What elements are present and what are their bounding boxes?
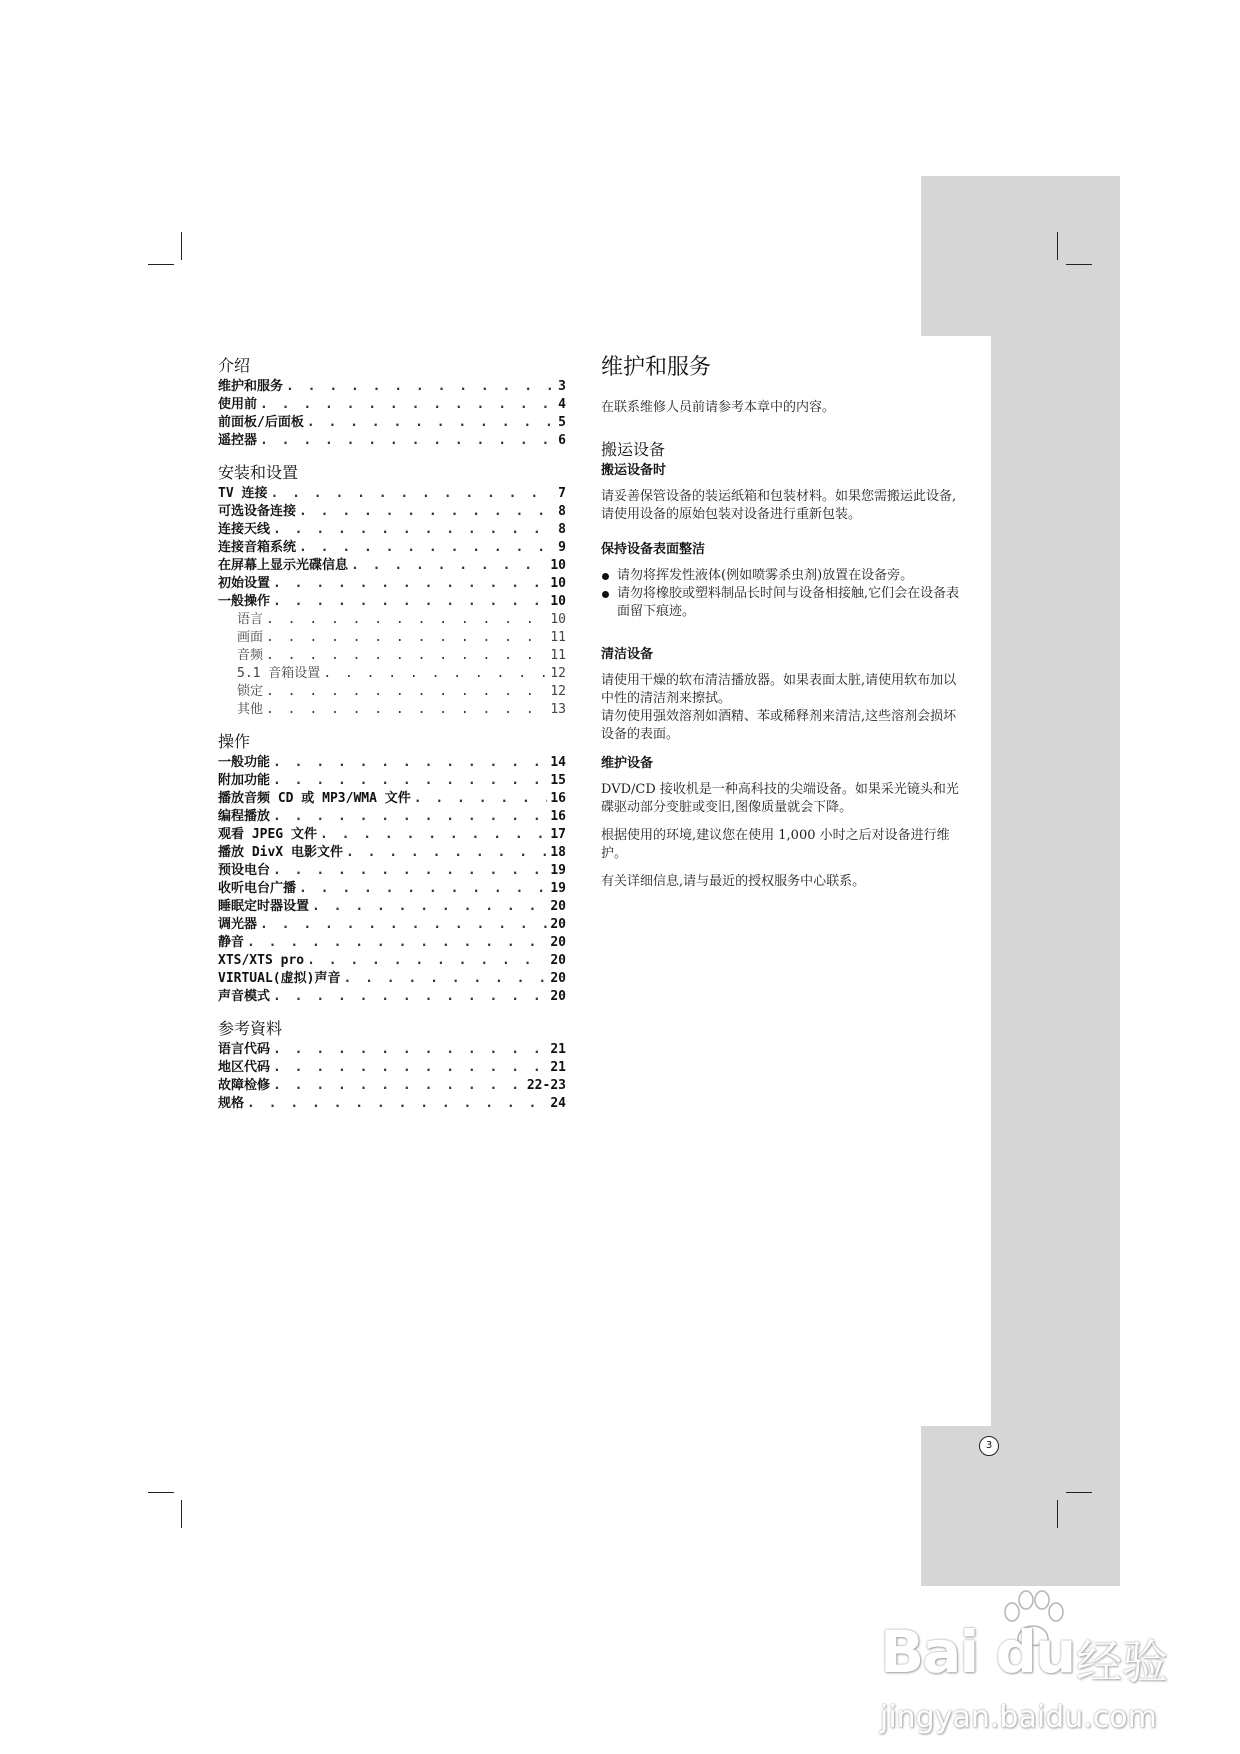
toc-entry [218, 593, 566, 611]
toc-entry-label: 调光器 [218, 917, 258, 932]
toc-entry-page: 4 [558, 397, 566, 412]
toc-leader-dots [273, 1059, 547, 1077]
toc-entry [218, 952, 566, 970]
watermark-url: jingyan.baidu.com [880, 1700, 1157, 1735]
bullet-item [601, 567, 967, 585]
toc-entry-label: 初始设置 [218, 576, 271, 591]
watermark-cn: 经验 [1076, 1635, 1168, 1689]
crop-mark [181, 232, 182, 260]
toc-entry-label: 5.1 音箱设置 [237, 666, 321, 681]
toc-entry [218, 790, 566, 808]
toc-leader-dots [273, 754, 547, 772]
toc-entry-page: 15 [550, 773, 566, 788]
toc-entry [218, 988, 566, 1006]
toc-entry-page: 10 [550, 612, 566, 627]
service-contact-text: 有关详细信息,请与最近的授权服务中心联系。 [601, 874, 866, 889]
toc-leader-dots [270, 485, 555, 503]
toc-entry-label: 声音模式 [218, 989, 271, 1004]
toc-leader-dots [273, 593, 547, 611]
toc-entry-page: 10 [550, 558, 566, 573]
toc-entry-label: TV 连接 [218, 486, 268, 501]
toc-entry-page: 7 [558, 486, 566, 501]
toc-entry-label: 一般功能 [218, 755, 271, 770]
toc-leader-dots [260, 396, 555, 414]
surface-bullets [601, 567, 967, 621]
toc-entry-label: 连接音箱系统 [218, 540, 297, 555]
toc-leader-dots [247, 1095, 547, 1113]
toc-entry-label: 播放音频 CD 或 MP3/WMA 文件 [218, 791, 411, 806]
toc-entry-label: 收听电台广播 [218, 881, 297, 896]
page-number: 3 [979, 1436, 999, 1456]
toc-entry [218, 862, 566, 880]
toc-leader-dots [273, 1041, 547, 1059]
page-title: 维护和服务 [601, 355, 712, 380]
toc-leader-dots [273, 575, 547, 593]
toc-entry-page: 20 [550, 935, 566, 950]
toc-entry [218, 539, 566, 557]
crop-mark [148, 1492, 174, 1493]
toc-entry [218, 521, 566, 539]
maintenance-text: DVD/CD 接收机是一种高科技的尖端设备。如果采光镜头和光碟驱动部分变脏或变旧,图像质量就会下降。 [601, 782, 959, 815]
toc-heading: 参考資料 [218, 1019, 283, 1038]
cleaning-subheading: 清洁设备 [601, 647, 654, 662]
toc-entry-page: 14 [550, 755, 566, 770]
toc-leader-dots [320, 826, 547, 844]
toc-entry-label: 故障检修 [218, 1078, 271, 1093]
toc-entry-label: 地区代码 [218, 1060, 271, 1075]
toc-entry-label: 其他 [237, 702, 264, 717]
toc-leader-dots [414, 790, 548, 808]
transport-text: 请妥善保管设备的装运纸箱和包装材料。如果您需搬运此设备,请使用设备的原始包装对设备进行重新包装。 [601, 489, 957, 522]
toc-section [218, 731, 566, 1006]
toc-subentry [218, 683, 566, 701]
toc-entry-label: 维护和服务 [218, 379, 284, 394]
toc-entry-label: 音频 [237, 648, 264, 663]
toc-leader-dots [273, 808, 547, 826]
toc-leader-dots [273, 1077, 524, 1095]
toc-entry-page: 11 [550, 630, 566, 645]
transport-heading: 搬运设备 [601, 440, 666, 459]
bullet-text: 请勿将挥发性液体(例如喷雾杀虫剂)放置在设备旁。 [617, 568, 914, 583]
toc-entry-label: 附加功能 [218, 773, 271, 788]
toc-entry-page: 21 [550, 1060, 566, 1075]
toc-entry-page: 22-23 [526, 1078, 566, 1093]
crop-mark [1066, 1492, 1092, 1493]
toc-leader-dots [260, 432, 555, 450]
toc-entry-label: 静音 [218, 935, 245, 950]
toc-subentry [218, 701, 566, 719]
toc-leader-dots [273, 521, 555, 539]
toc-entry [218, 378, 566, 396]
toc-entry [218, 557, 566, 575]
toc-leader-dots [307, 414, 555, 432]
toc-heading: 介绍 [218, 356, 251, 375]
toc-entry-page: 11 [550, 648, 566, 663]
toc-entry-page: 5 [558, 415, 566, 430]
crop-mark [1066, 264, 1092, 265]
toc-entry-label: 预设电台 [218, 863, 271, 878]
toc-entry-page: 19 [550, 863, 566, 878]
toc-entry-label: XTS/XTS pro [218, 953, 305, 968]
toc-entry [218, 970, 566, 988]
toc-entry [218, 414, 566, 432]
toc-leader-dots [312, 898, 547, 916]
crop-mark [148, 264, 174, 265]
bullet-text: 请勿将橡胶或塑料制品长时间与设备相接触,它们会在设备表面留下痕迹。 [617, 586, 960, 619]
toc-heading: 安装和设置 [218, 463, 299, 482]
toc-leader-dots [247, 934, 547, 952]
toc-leader-dots [266, 611, 547, 629]
toc-entry-label: 编程播放 [218, 809, 271, 824]
toc-section [218, 1018, 566, 1113]
toc-entry-page: 12 [550, 666, 566, 681]
toc-entry-label: 语言 [237, 612, 264, 627]
toc-section [218, 462, 566, 719]
toc-entry-label: 前面板/后面板 [218, 415, 304, 430]
toc-entry [218, 575, 566, 593]
toc-entry-page: 20 [550, 953, 566, 968]
toc-leader-dots [299, 539, 555, 557]
toc-entry-page: 20 [550, 917, 566, 932]
toc-subentry [218, 665, 566, 683]
toc-entry-page: 17 [550, 827, 566, 842]
cleaning-warning: 请勿使用强效溶剂如酒精、苯或稀释剂来清洁,这些溶剂会损坏设备的表面。 [601, 709, 957, 742]
toc-entry-page: 8 [558, 522, 566, 537]
transport-subheading: 搬运设备时 [601, 463, 667, 478]
toc-entry-page: 20 [550, 899, 566, 914]
toc-leader-dots [346, 844, 547, 862]
toc-entry [218, 772, 566, 790]
toc-leader-dots [351, 557, 547, 575]
toc-heading: 操作 [218, 732, 251, 751]
toc-entry [218, 396, 566, 414]
toc-entry-page: 20 [550, 971, 566, 986]
toc-entry-page: 9 [558, 540, 566, 555]
intro-text: 在联系维修人员前请参考本章中的内容。 [601, 400, 836, 415]
crop-mark [181, 1500, 182, 1528]
toc-entry-page: 10 [550, 576, 566, 591]
toc-entry-label: 可选设备连接 [218, 504, 297, 519]
toc-entry [218, 503, 566, 521]
toc-entry-label: 遥控器 [218, 433, 258, 448]
toc-entry [218, 1041, 566, 1059]
toc-entry [218, 1059, 566, 1077]
toc-leader-dots [307, 952, 547, 970]
toc-leader-dots [343, 970, 547, 988]
toc-entry [218, 1095, 566, 1113]
toc-entry-page: 10 [550, 594, 566, 609]
toc-leader-dots [266, 647, 547, 665]
toc-entry-label: 一般操作 [218, 594, 271, 609]
toc-leader-dots [273, 988, 547, 1006]
toc-entry-page: 19 [550, 881, 566, 896]
toc-entry [218, 808, 566, 826]
toc-entry-label: 睡眠定时器设置 [218, 899, 310, 914]
bullet-icon [602, 591, 609, 598]
maintenance-section [601, 353, 967, 891]
toc-entry-page: 8 [558, 504, 566, 519]
toc-leader-dots [273, 772, 547, 790]
toc-entry-label: 使用前 [218, 397, 258, 412]
surface-subheading: 保持设备表面整洁 [601, 542, 706, 557]
toc-entry-page: 16 [550, 791, 566, 806]
maintenance-subheading: 维护设备 [601, 756, 654, 771]
toc-leader-dots [266, 683, 547, 701]
toc-entry [218, 754, 566, 772]
toc-entry-label: 锁定 [237, 684, 264, 699]
toc-entry-label: 画面 [237, 630, 264, 645]
toc-entry [218, 432, 566, 450]
toc-leader-dots [266, 629, 547, 647]
toc-section [218, 355, 566, 450]
toc-leader-dots [323, 665, 547, 683]
toc-leader-dots [273, 862, 547, 880]
toc-subentry [218, 611, 566, 629]
toc-entry [218, 934, 566, 952]
toc-entry-label: 播放 DivX 电影文件 [218, 845, 343, 860]
toc-entry [218, 916, 566, 934]
toc-leader-dots [299, 880, 547, 898]
toc-entry-label: 语言代码 [218, 1042, 271, 1057]
toc-entry-label: VIRTUAL(虚拟)声音 [218, 971, 341, 986]
bullet-item [601, 585, 967, 621]
toc-entry-label: 连接天线 [218, 522, 271, 537]
crop-mark [1057, 1500, 1058, 1528]
maintenance-interval-text: 根据使用的环境,建议您在使用 1,000 小时之后对设备进行维护。 [601, 828, 950, 861]
toc-subentry [218, 647, 566, 665]
toc-entry [218, 880, 566, 898]
toc-entry-page: 12 [550, 684, 566, 699]
toc-entry [218, 485, 566, 503]
watermark-logo: Bai du [880, 1618, 1075, 1686]
toc-entry [218, 1077, 566, 1095]
toc-entry-page: 6 [558, 433, 566, 448]
toc-entry-label: 在屏幕上显示光碟信息 [218, 558, 349, 573]
crop-mark [1057, 232, 1058, 260]
toc-entry-page: 3 [558, 379, 566, 394]
toc-entry-page: 20 [550, 989, 566, 1004]
toc-entry-page: 13 [550, 702, 566, 717]
toc-leader-dots [266, 701, 547, 719]
toc-leader-dots [299, 503, 555, 521]
toc-entry [218, 844, 566, 862]
table-of-contents [218, 355, 566, 1125]
toc-entry [218, 826, 566, 844]
bullet-icon [602, 573, 609, 580]
toc-entry [218, 898, 566, 916]
cleaning-text: 请使用干燥的软布清洁播放器。如果表面太脏,请使用软布加以中性的清洁剂来擦拭。 [601, 673, 957, 706]
toc-entry-label: 观看 JPEG 文件 [218, 827, 317, 842]
toc-entry-label: 规格 [218, 1096, 245, 1111]
toc-entry-page: 21 [550, 1042, 566, 1057]
toc-subentry [218, 629, 566, 647]
toc-entry-page: 16 [550, 809, 566, 824]
toc-leader-dots [286, 378, 555, 396]
baidu-watermark [880, 1582, 1180, 1742]
toc-entry-page: 24 [550, 1096, 566, 1111]
toc-leader-dots [260, 916, 547, 934]
toc-entry-page: 18 [550, 845, 566, 860]
